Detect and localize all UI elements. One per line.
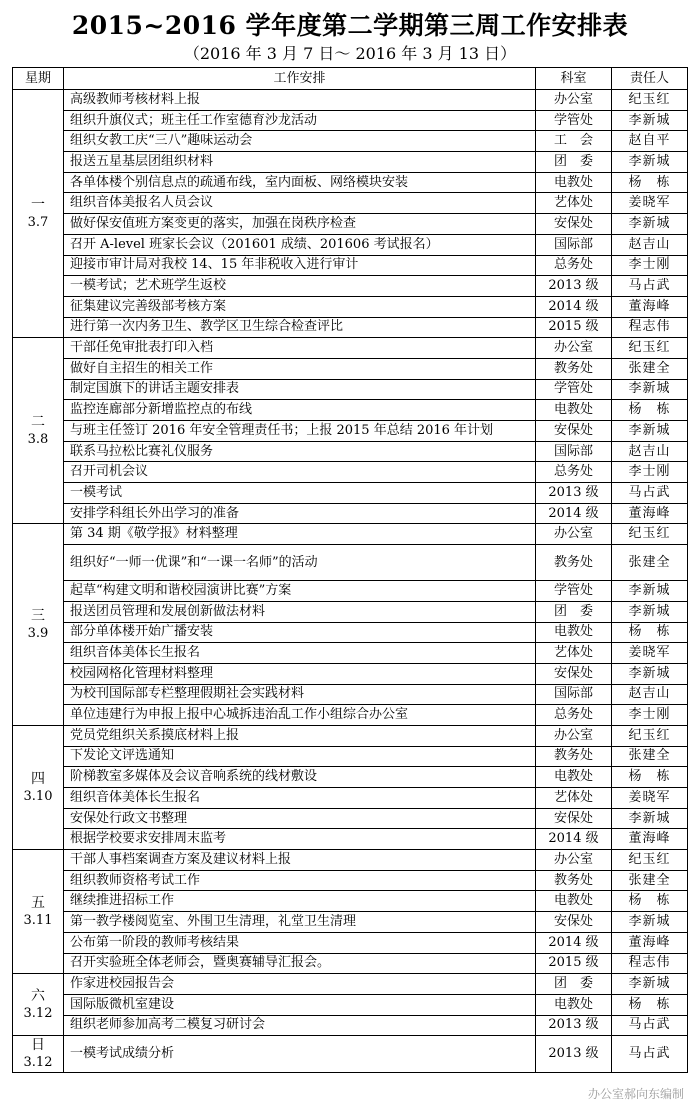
dept-cell: 艺体处 [536, 788, 612, 809]
person-cell: 李士刚 [612, 705, 688, 726]
dept-cell: 办公室 [536, 338, 612, 359]
person-cell: 纪玉红 [612, 725, 688, 746]
table-row [13, 255, 688, 276]
person-cell: 李士刚 [612, 462, 688, 483]
table-row [13, 1015, 688, 1036]
person-cell: 赵吉山 [612, 684, 688, 705]
dept-cell: 2013 级 [536, 1036, 612, 1073]
page-title: 2015~2016 学年度第二学期第三周工作安排表 [71, 11, 629, 40]
day-date: 3.12 [23, 1005, 53, 1021]
day-date: 3.12 [23, 1055, 53, 1071]
dept-cell: 总务处 [536, 705, 612, 726]
dept-cell: 电教处 [536, 891, 612, 912]
person-cell: 姜晓军 [612, 788, 688, 809]
dept-cell: 电教处 [536, 172, 612, 193]
table-row [13, 870, 688, 891]
dept-cell: 安保处 [536, 214, 612, 235]
person-cell: 纪玉红 [612, 524, 688, 545]
task-cell: 安保处行政文书整理 [64, 808, 536, 829]
person-cell: 马占武 [612, 1036, 688, 1073]
task-cell: 公布第一阶段的教师考核结果 [64, 932, 536, 953]
dept-cell: 总务处 [536, 255, 612, 276]
person-cell: 张建全 [612, 358, 688, 379]
table-row [13, 358, 688, 379]
task-cell: 报送团员管理和发展创新做法材料 [64, 601, 536, 622]
task-cell: 组织音体美体长生报名 [64, 643, 536, 664]
dept-cell: 电教处 [536, 994, 612, 1015]
table-row [13, 1036, 688, 1073]
task-cell: 干部任免审批表打印入档 [64, 338, 536, 359]
day-name: 四 [31, 770, 45, 787]
day-cell [13, 338, 64, 524]
day-cell [13, 974, 64, 1036]
person-cell: 程志伟 [612, 317, 688, 338]
table-row [13, 746, 688, 767]
person-cell: 董海峰 [612, 296, 688, 317]
dept-cell: 教务处 [536, 746, 612, 767]
dept-cell: 国际部 [536, 441, 612, 462]
header-day: 星期 [13, 68, 64, 90]
dept-cell: 2013 级 [536, 1015, 612, 1036]
task-cell: 一模考试成绩分析 [64, 1036, 536, 1073]
table-row [13, 193, 688, 214]
person-cell: 李新城 [612, 663, 688, 684]
task-cell: 干部人事档案调查方案及建议材料上报 [64, 850, 536, 871]
dept-cell: 办公室 [536, 725, 612, 746]
dept-cell: 2013 级 [536, 276, 612, 297]
table-row [13, 524, 688, 545]
dept-cell: 工 会 [536, 131, 612, 152]
table-row [13, 545, 688, 581]
person-cell: 杨 栋 [612, 172, 688, 193]
schedule-body [13, 90, 688, 1073]
dept-cell: 安保处 [536, 663, 612, 684]
dept-cell: 2014 级 [536, 503, 612, 524]
table-row [13, 808, 688, 829]
task-cell: 召开实验班全体老师会，暨奥赛辅导汇报会。 [64, 953, 536, 974]
day-cell [13, 850, 64, 974]
dept-cell: 安保处 [536, 808, 612, 829]
table-row [13, 131, 688, 152]
dept-cell: 安保处 [536, 912, 612, 933]
task-cell: 一模考试 [64, 483, 536, 504]
day-date: 3.8 [27, 431, 49, 447]
dept-cell: 2015 级 [536, 953, 612, 974]
header-task: 工作安排 [64, 68, 536, 90]
dept-cell: 总务处 [536, 462, 612, 483]
day-date: 3.9 [27, 625, 49, 641]
person-cell: 赵自平 [612, 131, 688, 152]
person-cell: 赵吉山 [612, 234, 688, 255]
table-row [13, 643, 688, 664]
task-cell: 校园网格化管理材料整理 [64, 663, 536, 684]
task-cell: 做好自主招生的相关工作 [64, 358, 536, 379]
header-person: 责任人 [612, 68, 688, 90]
person-cell: 张建全 [612, 746, 688, 767]
schedule-table [12, 67, 688, 1073]
task-cell: 做好保安值班方案变更的落实，加强在岗秩序检查 [64, 214, 536, 235]
header-row [13, 68, 688, 90]
person-cell: 杨 栋 [612, 400, 688, 421]
table-row [13, 974, 688, 995]
dept-cell: 安保处 [536, 421, 612, 442]
table-row [13, 296, 688, 317]
person-cell: 李新城 [612, 214, 688, 235]
task-cell: 报送五星基层团组织材料 [64, 152, 536, 173]
table-row [13, 581, 688, 602]
person-cell: 马占武 [612, 483, 688, 504]
dept-cell: 2014 级 [536, 829, 612, 850]
table-row [13, 379, 688, 400]
task-cell: 高级教师考核材料上报 [64, 90, 536, 111]
person-cell: 杨 栋 [612, 994, 688, 1015]
task-cell: 组织升旗仪式；班主任工作室德育沙龙活动 [64, 110, 536, 131]
dept-cell: 团 委 [536, 601, 612, 622]
table-row [13, 994, 688, 1015]
task-cell: 继续推进招标工作 [64, 891, 536, 912]
dept-cell: 团 委 [536, 152, 612, 173]
dept-cell: 艺体处 [536, 193, 612, 214]
table-row [13, 725, 688, 746]
task-cell: 部分单体楼开始广播安装 [64, 622, 536, 643]
dept-cell: 2014 级 [536, 932, 612, 953]
header-dept: 科室 [536, 68, 612, 90]
dept-cell: 2013 级 [536, 483, 612, 504]
dept-cell: 教务处 [536, 870, 612, 891]
person-cell: 李新城 [612, 912, 688, 933]
person-cell: 纪玉红 [612, 338, 688, 359]
task-cell: 安排学科组长外出学习的准备 [64, 503, 536, 524]
table-row [13, 400, 688, 421]
table-row [13, 90, 688, 111]
dept-cell: 学管处 [536, 581, 612, 602]
task-cell: 起草“构建文明和谐校园演讲比赛”方案 [64, 581, 536, 602]
dept-cell: 国际部 [536, 684, 612, 705]
day-cell [13, 725, 64, 849]
task-cell: 联系马拉松比赛礼仪服务 [64, 441, 536, 462]
table-row [13, 622, 688, 643]
table-row [13, 421, 688, 442]
dept-cell: 学管处 [536, 379, 612, 400]
person-cell: 李新城 [612, 110, 688, 131]
task-cell: 组织音体美报名人员会议 [64, 193, 536, 214]
person-cell: 李新城 [612, 152, 688, 173]
day-cell [13, 1036, 64, 1073]
day-name: 五 [31, 894, 45, 911]
person-cell: 张建全 [612, 870, 688, 891]
person-cell: 纪玉红 [612, 90, 688, 111]
task-cell: 与班主任签订 2016 年安全管理责任书；上报 2015 年总结 2016 年计划 [64, 421, 536, 442]
person-cell: 李新城 [612, 808, 688, 829]
day-date: 3.7 [27, 214, 49, 230]
dept-cell: 教务处 [536, 358, 612, 379]
task-cell: 一模考试；艺术班学生返校 [64, 276, 536, 297]
person-cell: 李新城 [612, 974, 688, 995]
person-cell: 杨 栋 [612, 767, 688, 788]
person-cell: 董海峰 [612, 829, 688, 850]
task-cell: 召开司机会议 [64, 462, 536, 483]
table-row [13, 152, 688, 173]
table-row [13, 503, 688, 524]
person-cell: 马占武 [612, 276, 688, 297]
table-row [13, 276, 688, 297]
person-cell: 姜晓军 [612, 643, 688, 664]
task-cell: 组织好“一师一优课”和“一课一名师”的活动 [64, 545, 536, 581]
table-row [13, 110, 688, 131]
task-cell: 召开 A-level 班家长会议（201601 成绩、201606 考试报名） [64, 234, 536, 255]
task-cell: 征集建议完善级部考核方案 [64, 296, 536, 317]
person-cell: 李新城 [612, 421, 688, 442]
day-name: 六 [31, 987, 45, 1004]
table-row [13, 767, 688, 788]
task-cell: 党员党组织关系摸底材料上报 [64, 725, 536, 746]
table-row [13, 684, 688, 705]
person-cell: 李新城 [612, 581, 688, 602]
person-cell: 李新城 [612, 379, 688, 400]
dept-cell: 学管处 [536, 110, 612, 131]
table-row [13, 891, 688, 912]
person-cell: 程志伟 [612, 953, 688, 974]
dept-cell: 2015 级 [536, 317, 612, 338]
task-cell: 第一教学楼阅览室、外围卫生清理，礼堂卫生清理 [64, 912, 536, 933]
dept-cell: 电教处 [536, 622, 612, 643]
dept-cell: 教务处 [536, 545, 612, 581]
table-row [13, 932, 688, 953]
table-row [13, 317, 688, 338]
table-row [13, 788, 688, 809]
person-cell: 纪玉红 [612, 850, 688, 871]
dept-cell: 办公室 [536, 524, 612, 545]
footer-credit: 办公室郝向东编制 [587, 1087, 684, 1101]
table-row [13, 441, 688, 462]
person-cell: 杨 栋 [612, 891, 688, 912]
day-name: 日 [31, 1037, 45, 1054]
dept-cell: 电教处 [536, 400, 612, 421]
task-cell: 根据学校要求安排周末监考 [64, 829, 536, 850]
task-cell: 单位违建行为申报上报中心城拆违治乱工作小组综合办公室 [64, 705, 536, 726]
table-row [13, 912, 688, 933]
day-name: 二 [31, 413, 45, 430]
task-cell: 组织音体美体长生报名 [64, 788, 536, 809]
task-cell: 组织女教工庆“三八”趣味运动会 [64, 131, 536, 152]
table-row [13, 214, 688, 235]
dept-cell: 2014 级 [536, 296, 612, 317]
table-row [13, 663, 688, 684]
dept-cell: 电教处 [536, 767, 612, 788]
day-cell [13, 524, 64, 726]
task-cell: 进行第一次内务卫生、教学区卫生综合检查评比 [64, 317, 536, 338]
table-row [13, 483, 688, 504]
task-cell: 监控连廊部分新增监控点的布线 [64, 400, 536, 421]
person-cell: 赵吉山 [612, 441, 688, 462]
task-cell: 组织老师参加高考二模复习研讨会 [64, 1015, 536, 1036]
task-cell: 组织教师资格考试工作 [64, 870, 536, 891]
task-cell: 国际版微机室建设 [64, 994, 536, 1015]
dept-cell: 国际部 [536, 234, 612, 255]
table-row [13, 829, 688, 850]
person-cell: 董海峰 [612, 503, 688, 524]
dept-cell: 办公室 [536, 850, 612, 871]
person-cell: 李士刚 [612, 255, 688, 276]
table-row [13, 462, 688, 483]
person-cell: 姜晓军 [612, 193, 688, 214]
page-subtitle: （2016 年 3 月 7 日～ 2016 年 3 月 13 日） [183, 44, 517, 63]
table-row [13, 850, 688, 871]
table-row [13, 705, 688, 726]
task-cell: 作家进校园报告会 [64, 974, 536, 995]
task-cell: 第 34 期《敬学报》材料整理 [64, 524, 536, 545]
table-row [13, 234, 688, 255]
person-cell: 李新城 [612, 601, 688, 622]
task-cell: 制定国旗下的讲话主题安排表 [64, 379, 536, 400]
day-cell [13, 90, 64, 338]
task-cell: 各单体楼个别信息点的疏通布线，室内面板、网络模块安装 [64, 172, 536, 193]
task-cell: 迎接市审计局对我校 14、15 年非税收入进行审计 [64, 255, 536, 276]
task-cell: 为校刊国际部专栏整理假期社会实践材料 [64, 684, 536, 705]
task-cell: 下发论文评选通知 [64, 746, 536, 767]
person-cell: 张建全 [612, 545, 688, 581]
day-date: 3.11 [23, 912, 53, 928]
table-row [13, 601, 688, 622]
person-cell: 董海峰 [612, 932, 688, 953]
table-row [13, 172, 688, 193]
dept-cell: 团 委 [536, 974, 612, 995]
day-name: 三 [31, 607, 45, 624]
dept-cell: 办公室 [536, 90, 612, 111]
table-row [13, 953, 688, 974]
day-date: 3.10 [23, 788, 53, 804]
person-cell: 杨 栋 [612, 622, 688, 643]
person-cell: 马占武 [612, 1015, 688, 1036]
dept-cell: 艺体处 [536, 643, 612, 664]
task-cell: 阶梯教室多媒体及会议音响系统的线材敷设 [64, 767, 536, 788]
day-name: 一 [31, 196, 45, 213]
table-row [13, 338, 688, 359]
